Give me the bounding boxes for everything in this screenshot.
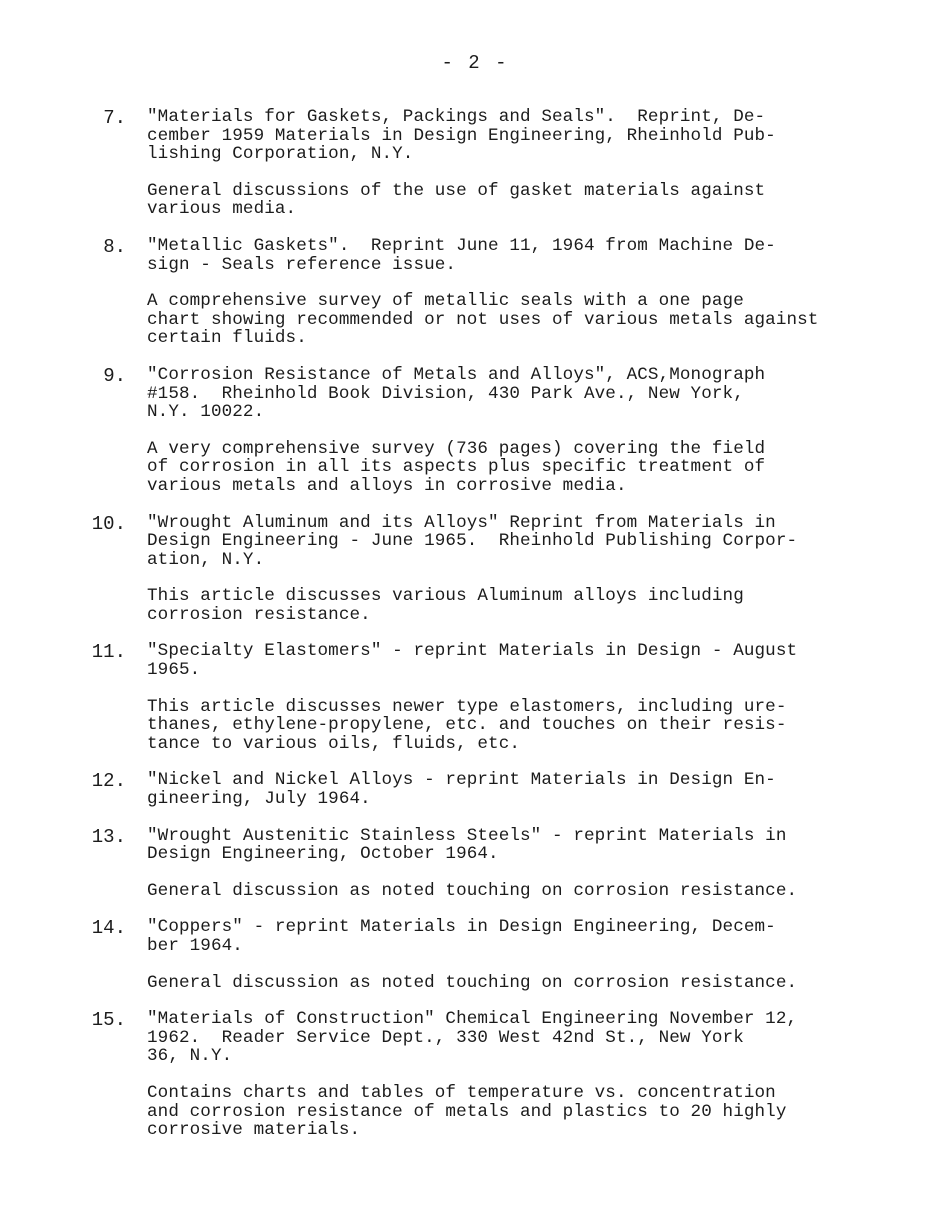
- entry-citation: "Wrought Aluminum and its Alloys" Reprint from Materials in Design Engineering - June 1965. Rheinhold Publishing Corpor- ation, N.Y.: [147, 512, 798, 570]
- entry-number: 12.: [91, 770, 126, 793]
- entry-description: A very comprehensive survey (736 pages) covering the field of corrosion in all its aspects plus specific treatment of various metals and alloys in corrosive media.: [147, 438, 766, 496]
- entry-citation: "Materials for Gaskets, Packings and Seals". Reprint, De- cember 1959 Materials in Design Engineering, Rheinhold Pub- lishing Corporation, N.Y.: [147, 107, 776, 165]
- reference-entry-13: [0, 827, 950, 901]
- entry-number: 10.: [91, 512, 126, 535]
- entry-description: Contains charts and tables of temperature vs. concentration and corrosion resistance of metals and plastics to 20 highly corrosive materials.: [147, 1082, 787, 1141]
- page-number: - 2 -: [441, 52, 509, 74]
- reference-entry-11: [0, 642, 950, 753]
- entry-number: 15.: [91, 1009, 126, 1032]
- reference-list: [0, 108, 950, 1158]
- entry-number: 14.: [91, 917, 126, 940]
- reference-entry-12: [0, 771, 950, 808]
- reference-entry-14: [0, 918, 950, 992]
- entry-number: 8.: [103, 235, 126, 258]
- entry-description: This article discusses various Aluminum alloys including corrosion resistance.: [147, 586, 744, 625]
- entry-number: 9.: [103, 364, 126, 387]
- entry-citation: "Nickel and Nickel Alloys - reprint Materials in Design En- gineering, July 1964.: [147, 770, 776, 810]
- entry-citation: "Metallic Gaskets". Reprint June 11, 1964 from Machine De- sign - Seals reference issue.: [147, 235, 776, 275]
- entry-description: General discussion as noted touching on corrosion resistance.: [147, 880, 798, 901]
- entry-number: 13.: [91, 825, 126, 848]
- entry-citation: "Coppers" - reprint Materials in Design Engineering, Decem- ber 1964.: [147, 917, 776, 956]
- reference-entry-8: [0, 237, 950, 348]
- entry-citation: "Specialty Elastomers" - reprint Materials in Design - August 1965.: [147, 641, 798, 681]
- entry-description: A comprehensive survey of metallic seals with a one page chart showing recommended or not uses of various metals against certain fluids.: [147, 291, 819, 349]
- entry-description: General discussions of the use of gasket materials against various media.: [147, 180, 766, 220]
- reference-entry-7: [0, 108, 950, 219]
- entry-description: General discussion as noted touching on corrosion resistance.: [147, 972, 798, 993]
- entry-citation: "Corrosion Resistance of Metals and Alloys", ACS,Monograph #158. Rheinhold Book Division, 430 Park Ave., New York, N.Y. 10022.: [147, 364, 766, 423]
- entry-citation: "Wrought Austenitic Stainless Steels" - reprint Materials in Design Engineering, October 1964.: [147, 825, 787, 865]
- entry-description: This article discusses newer type elastomers, including ure- thanes, ethylene-propylene, etc. and touches on their resis- tance to various oils, fluids, etc.: [147, 696, 787, 754]
- reference-entry-15: [0, 1010, 950, 1140]
- entry-citation: "Materials of Construction" Chemical Engineering November 12, 1962. Reader Service Dept., 330 West 42nd St., New York 36, N.Y.: [147, 1009, 798, 1067]
- entry-number: 11.: [91, 641, 126, 664]
- entry-number: 7.: [103, 107, 126, 129]
- reference-entry-10: [0, 514, 950, 625]
- reference-entry-9: [0, 366, 950, 496]
